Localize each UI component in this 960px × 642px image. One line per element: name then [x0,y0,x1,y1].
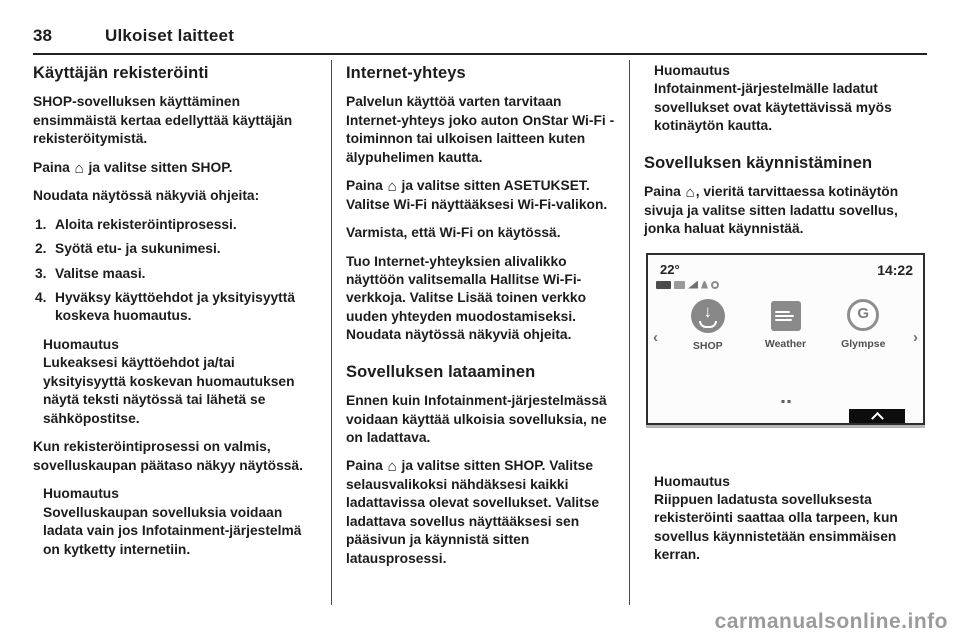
step-text: Valitse maasi. [55,265,146,281]
column-3 [629,60,927,605]
note-block [654,62,927,136]
onstar-status-icon [711,281,719,289]
page-left-arrow-icon: ‹ [653,329,658,347]
signal-strength-icon [688,281,698,289]
paragraph-text: ja valitse sitten SHOP. [84,159,233,175]
infotainment-screenshot-figure [644,249,927,455]
list-item [33,289,317,326]
text-columns [33,60,927,605]
temperature-readout: 22° [660,261,680,277]
home-icon: ⌂ [387,178,397,196]
step-number: 2. [35,241,47,257]
paragraph: Palvelun käyttöä varten tarvitaan Internet-yhteys joko auton OnStar Wi-Fi -toiminnon tai ulkoisen laitteen kuten älypuhelimen kautta. [346,94,615,165]
paragraph-text: , vieritä tarvittaessa kotinäytön sivuja ja valitse sitten ladattu sovellus, jonka haluat käynnistää. [644,184,899,237]
step-number: 3. [35,265,47,281]
steps-list [33,216,317,326]
page-number: 38 [33,26,52,45]
connection-badge-icon [674,281,685,289]
step-text: Hyväksy käyttöehdot ja yksityisyyttä koskeva huomautus. [55,289,296,324]
paragraph: Ennen kuin Infotainment-järjestelmässä voidaan käyttää ulkoisia sovelluksia, ne on ladattava. [346,393,607,445]
note-block [43,336,317,428]
download-arrow-icon: ↓ [703,302,712,322]
step-number: 4. [35,289,47,305]
watermark: carmanualsonline.info [714,610,948,633]
note-title: Huomautus [654,473,730,489]
expand-button [849,409,905,423]
section-heading-start-app: Sovelluksen käynnistäminen [644,153,873,172]
user-status-icon [701,281,708,289]
paragraph: Varmista, että Wi-Fi on käytössä. [346,225,561,241]
clock-readout: 14:22 [877,261,913,278]
note-title: Huomautus [43,486,119,502]
section-heading-internet-connection: Internet-yhteys [346,64,466,82]
chevron-up-icon [871,412,884,425]
app-label: Weather [764,337,807,350]
step-text: Aloita rekisteröintiprosessi. [55,216,237,232]
page-indicator-dots [781,400,790,403]
paragraph [644,183,927,238]
column-1 [33,60,331,605]
paragraph: Noudata näytössä näkyviä ohjeita: [33,188,260,204]
note-block [654,473,927,565]
paragraph-text: Paina [346,458,387,474]
shop-app-icon [691,299,725,333]
column-2 [331,60,629,605]
note-body: Lukeaksesi käyttöehdot ja/tai yksityisyyttä koskevan huomautuksen näytä teksti näytössä tai lähetä se sähköpostitse. [43,355,295,426]
app-grid [673,299,899,353]
app-label: SHOP [692,339,723,352]
list-item [33,265,317,283]
step-text: Syötä etu- ja sukunimesi. [55,241,221,257]
paragraph [346,177,615,214]
paragraph-text: Paina [346,178,387,194]
list-item [33,240,317,258]
note-body: Sovelluskaupan sovelluksia voidaan ladata vain jos Infotainment-järjestelmä on kytketty internetiin. [43,504,302,557]
network-badge-icon [656,281,671,289]
home-icon: ⌂ [74,159,84,177]
weather-app-icon [771,301,801,331]
list-item [33,216,317,234]
note-title: Huomautus [654,63,730,78]
paragraph: Kun rekisteröintiprosessi on valmis, sovelluskaupan päätaso näkyy näytössä. [33,439,303,473]
note-title: Huomautus [43,336,119,352]
app-label: Glympse [841,337,886,350]
page-header [33,26,927,55]
paragraph-text: Paina [33,159,74,175]
glympse-app-icon [847,299,879,331]
paragraph [346,457,615,568]
home-icon: ⌂ [387,458,397,476]
paragraph: SHOP-sovelluksen käyttäminen ensimmäistä kertaa edellyttää käyttäjän rekisteröitymistä. [33,94,293,147]
paragraph-text: ja valitse sitten ASETUKSET. Valitse Wi-Fi näyttääksesi Wi-Fi-valikon. [346,178,608,212]
section-heading-download-app: Sovelluksen lataaminen [346,362,536,381]
page-right-arrow-icon: › [913,329,918,347]
note-body: Infotainment-järjestelmälle ladatut sovellukset ovat käytettävissä myös kotinäytön kautta. [654,81,892,134]
paragraph: Tuo Internet-yhteyksien alivalikko näyttöön valitsemalla Hallitse Wi-Fi-verkkoja. Valitse Lisää toinen verkko uuden yhteyden muodostamiseksi. Noudata näytössä näkyviä ohjeita. [346,253,587,343]
chapter-title: Ulkoiset laitteet [105,26,235,45]
step-number: 1. [35,216,47,232]
note-block [43,485,317,559]
paragraph-text: Paina [644,184,685,200]
paragraph [33,159,317,177]
section-heading-user-registration: Käyttäjän rekisteröinti [33,64,209,82]
app-tile-shop [673,299,743,353]
app-tile-weather [751,299,821,353]
status-bar [656,281,719,289]
glympse-letter: G [857,305,870,323]
note-body: Riippuen ladatusta sovelluksesta rekisteröinti saattaa olla tarpeen, kun sovellus käynnistetään ensimmäisen kerran. [654,491,898,563]
paragraph-text: ja valitse sitten SHOP. Valitse selausvalikoksi nähdäksesi kaikki ladattavissa olevat sovellukset. Valitse ladattava sovellus näyttääksesi sen pääsivun ja käynnistä sitten latausprosessi. [346,458,600,566]
app-tile-glympse [828,299,898,353]
home-icon: ⌂ [685,184,695,202]
infotainment-display [646,253,925,425]
